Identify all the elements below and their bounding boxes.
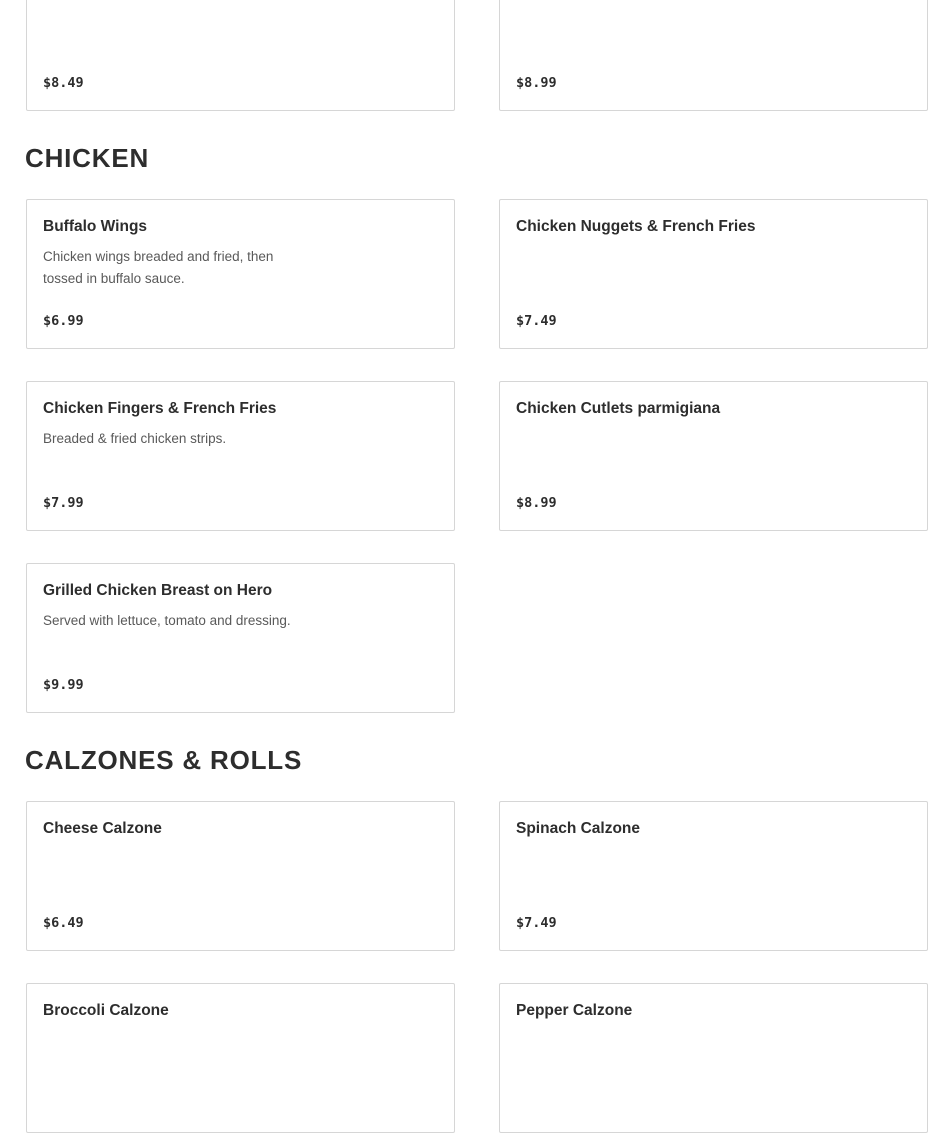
menu-item-chicken-nuggets[interactable] bbox=[499, 199, 928, 349]
menu-item-card[interactable] bbox=[499, 0, 928, 111]
item-price: $7.99 bbox=[43, 495, 84, 511]
menu-item-grilled-chicken-hero[interactable] bbox=[26, 563, 455, 713]
menu-item-chicken-fingers[interactable] bbox=[26, 381, 455, 531]
item-name: Cheese Calzone bbox=[43, 820, 162, 837]
item-price: $7.49 bbox=[516, 313, 557, 329]
menu-item-broccoli-calzone[interactable] bbox=[26, 983, 455, 1133]
item-price: $8.99 bbox=[516, 75, 557, 91]
item-price: $6.49 bbox=[43, 915, 84, 931]
section-title-chicken: CHICKEN bbox=[25, 143, 150, 173]
item-price: $8.99 bbox=[516, 495, 557, 511]
item-name: Pepper Calzone bbox=[516, 1002, 633, 1019]
item-name: Chicken Cutlets parmigiana bbox=[516, 400, 721, 417]
item-name: Grilled Chicken Breast on Hero bbox=[43, 582, 273, 599]
item-name: Chicken Nuggets & French Fries bbox=[516, 218, 756, 235]
item-price: $6.99 bbox=[43, 313, 84, 329]
menu-item-buffalo-wings[interactable] bbox=[26, 199, 455, 349]
item-price: $9.99 bbox=[43, 677, 84, 693]
item-description: Breaded & fried chicken strips. bbox=[43, 431, 227, 446]
menu-item-chicken-cutlets[interactable] bbox=[499, 381, 928, 531]
menu-item-card[interactable] bbox=[26, 0, 455, 111]
item-description: Chicken wings breaded and fried, then tossed in buffalo sauce. bbox=[43, 249, 274, 286]
item-price: $8.49 bbox=[43, 75, 84, 91]
item-name: Broccoli Calzone bbox=[43, 1002, 169, 1019]
section-title-calzones: CALZONES & ROLLS bbox=[25, 745, 303, 775]
item-name: Buffalo Wings bbox=[43, 218, 148, 235]
menu-item-cheese-calzone[interactable] bbox=[26, 801, 455, 951]
menu-item-pepper-calzone[interactable] bbox=[499, 983, 928, 1133]
item-name: Chicken Fingers & French Fries bbox=[43, 400, 277, 417]
item-price: $7.49 bbox=[516, 915, 557, 931]
item-name: Spinach Calzone bbox=[516, 820, 641, 837]
menu-item-spinach-calzone[interactable] bbox=[499, 801, 928, 951]
item-description: Served with lettuce, tomato and dressing. bbox=[43, 613, 291, 628]
